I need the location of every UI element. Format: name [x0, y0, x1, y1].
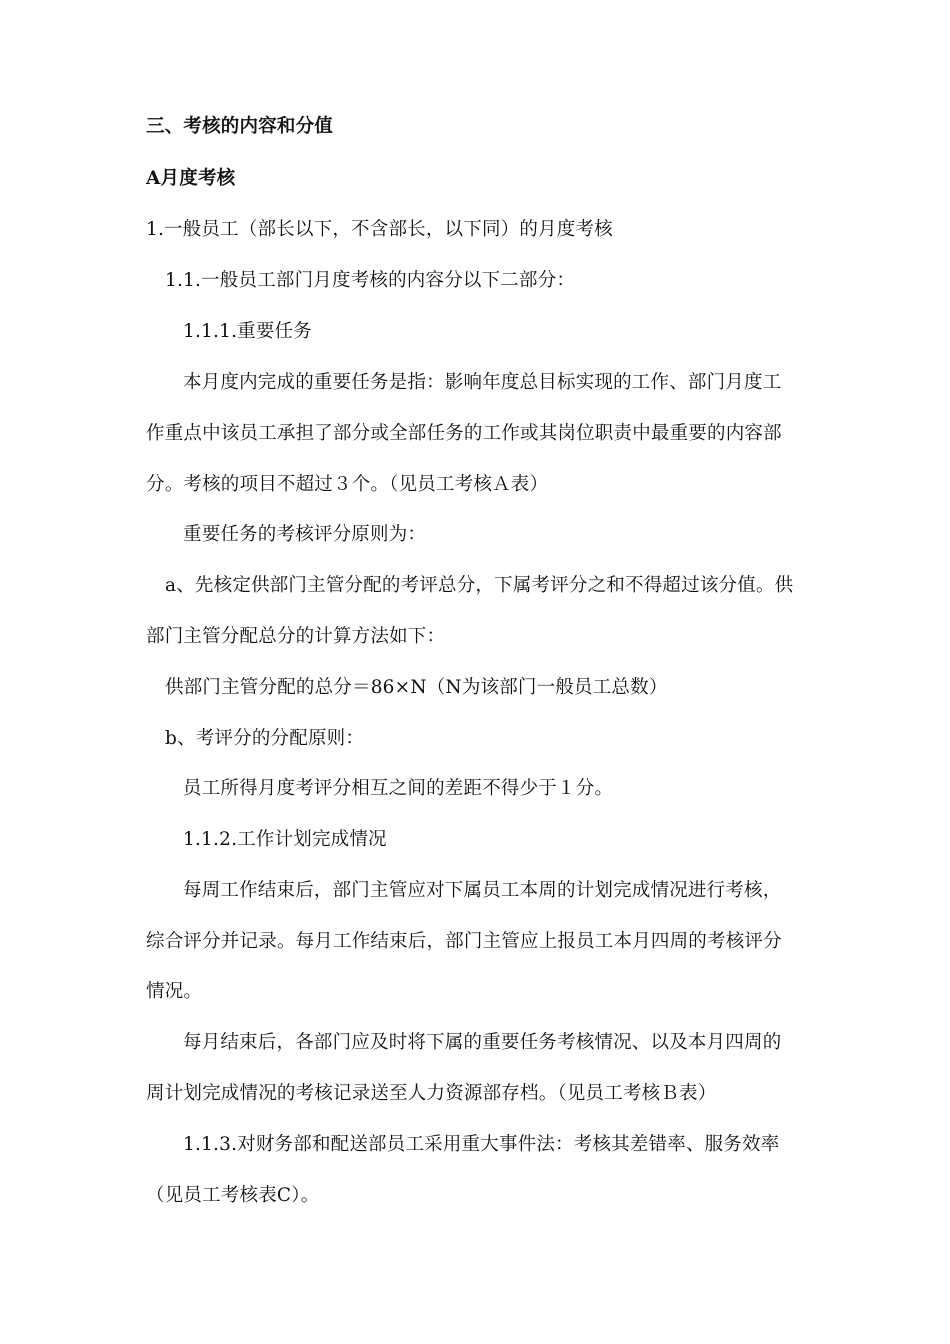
paragraph-line: 1.1.2.工作计划完成情况 — [183, 829, 387, 850]
paragraph-line: 情况。 — [146, 981, 203, 1002]
paragraph-line: a、先核定供部门主管分配的考评总分，下属考评分之和不得超过该分值。供 — [165, 575, 794, 596]
paragraph-line: 1.1.1.重要任务 — [183, 321, 312, 342]
paragraph-line: 每周工作结束后，部门主管应对下属员工本周的计划完成情况进行考核， — [183, 880, 782, 901]
paragraph-line: 供部门主管分配的总分＝86×N（N为该部门一般员工总数） — [165, 677, 668, 698]
paragraph-line: 每月结束后，各部门应及时将下属的重要任务考核情况、以及本月四周的 — [183, 1032, 782, 1053]
paragraph-line: 周计划完成情况的考核记录送至人力资源部存档。（见员工考核Ｂ表） — [146, 1083, 717, 1104]
subheading: A月度考核 — [146, 168, 236, 189]
section-heading: 三、考核的内容和分值 — [146, 116, 334, 137]
paragraph-line: 1.一般员工（部长以下，不含部长，以下同）的月度考核 — [146, 219, 613, 240]
paragraph-line: 作重点中该员工承担了部分或全部任务的工作或其岗位职责中最重要的内容部 — [146, 423, 782, 444]
paragraph-line: b、考评分的分配原则： — [165, 728, 365, 749]
paragraph-line: 1.1.3.对财务部和配送部员工采用重大事件法：考核其差错率、服务效率 — [183, 1134, 780, 1155]
paragraph-line: （见员工考核表C）。 — [146, 1185, 320, 1206]
paragraph-line: 综合评分并记录。每月工作结束后，部门主管应上报员工本月四周的考核评分 — [146, 931, 782, 952]
paragraph-line: 重要任务的考核评分原则为： — [183, 524, 427, 545]
paragraph-line: 部门主管分配总分的计算方法如下： — [146, 626, 446, 647]
paragraph-line: 分。考核的项目不超过３个。（见员工考核Ａ表） — [146, 474, 549, 495]
paragraph-line: 本月度内完成的重要任务是指：影响年度总目标实现的工作、部门月度工 — [183, 372, 782, 393]
paragraph-line: 1.1.一般员工部门月度考核的内容分以下二部分： — [165, 270, 576, 291]
paragraph-line: 员工所得月度考评分相互之间的差距不得少于１分。 — [183, 778, 614, 799]
